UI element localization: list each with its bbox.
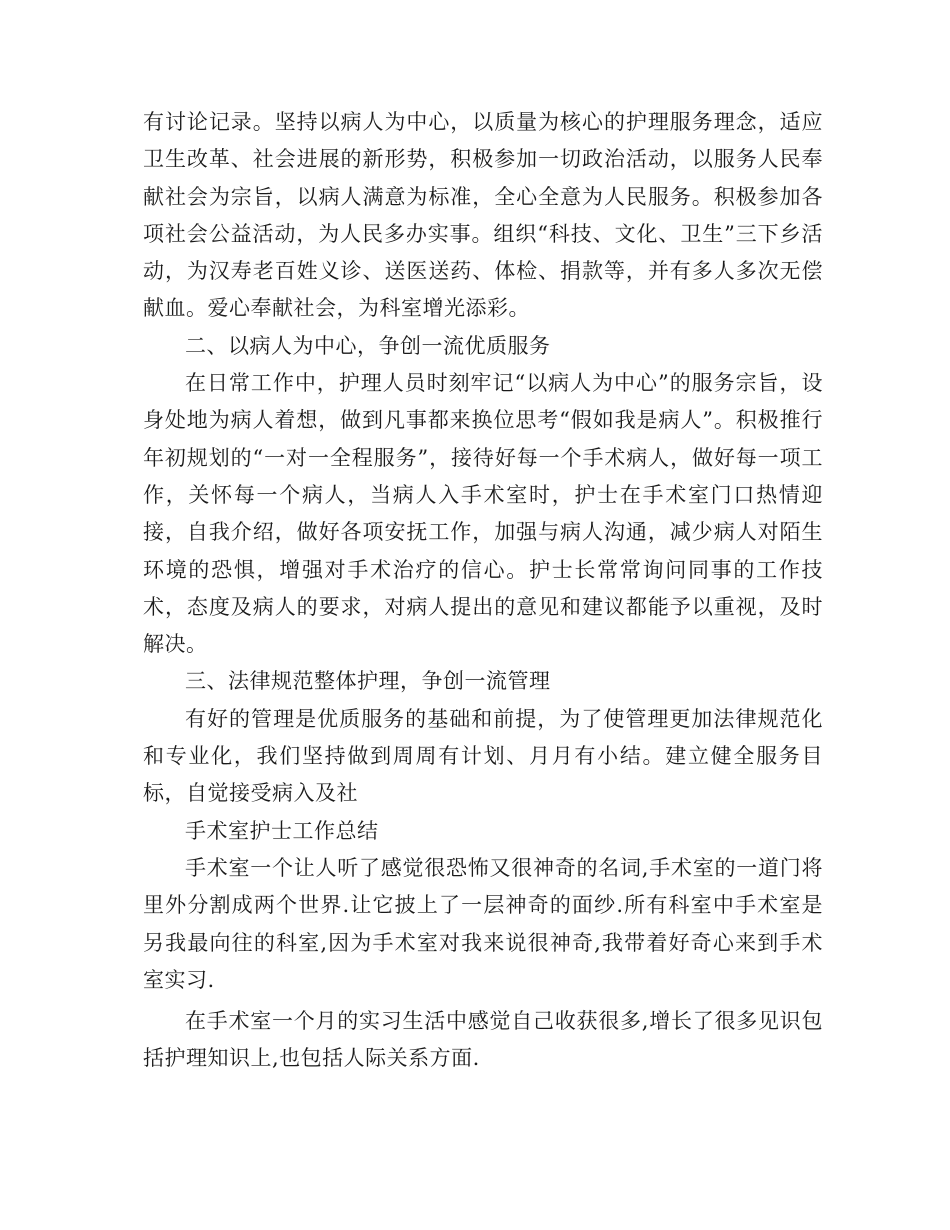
section-heading-2: 二、以病人为中心，争创一流优质服务 bbox=[185, 333, 551, 358]
paragraph-internship-gains: 在手术室一个月的实习生活中感觉自己收获很多,增长了很多见识包括护理知识上,也包括人际关系方面. bbox=[143, 1009, 823, 1071]
document-body bbox=[143, 104, 823, 1078]
paragraph-operating-room-intro: 手术室一个让人听了感觉很恐怖又很神奇的名词,手术室的一道门将里外分割成两个世界.让它披上了一层神奇的面纱.所有科室中手术室是另我最向往的科室,因为手术室对我来说很神奇,我带着好奇心来到手术室实习. bbox=[143, 855, 823, 992]
paragraph-continuation: 有讨论记录。坚持以病人为中心，以质量为核心的护理服务理念，适应卫生改革、社会进展的新形势，积极参加一切政治活动，以服务人民奉献社会为宗旨，以病人满意为标准，全心全意为人民服务。积极参加各项社会公益活动，为人民多办实事。组织“科技、文化、卫生”三下乡活动，为汉寿老百姓义诊、送医送药、体检、捐款等，并有多人多次无偿献血。爱心奉献社会，为科室增光添彩。 bbox=[143, 110, 823, 321]
section-heading-3: 三、法律规范整体护理，争创一流管理 bbox=[185, 669, 551, 694]
paragraph-management: 有好的管理是优质服务的基础和前提，为了使管理更加法律规范化和专业化，我们坚持做到周周有计划、月月有小结。建立健全服务目标，自觉接受病入及社 bbox=[143, 706, 823, 806]
paragraph-patient-service: 在日常工作中，护理人员时刻牢记“以病人为中心”的服务宗旨，设身处地为病人着想，做到凡事都来换位思考“假如我是病人”。积极推行年初规划的“一对一全程服务”，接待好每一个手术病人，做好每一项工作，关怀每一个病人，当病人入手术室时，护士在手术室门口热情迎接，自我介绍，做好各项安抚工作，加强与病人沟通，减少病人对陌生环境的恐惧，增强对手术治疗的信心。护士长常常询问同事的工作技术，态度及病人的要求，对病人提出的意见和建议都能予以重视，及时解决。 bbox=[143, 371, 823, 657]
article-title: 手术室护士工作总结 bbox=[185, 818, 379, 843]
